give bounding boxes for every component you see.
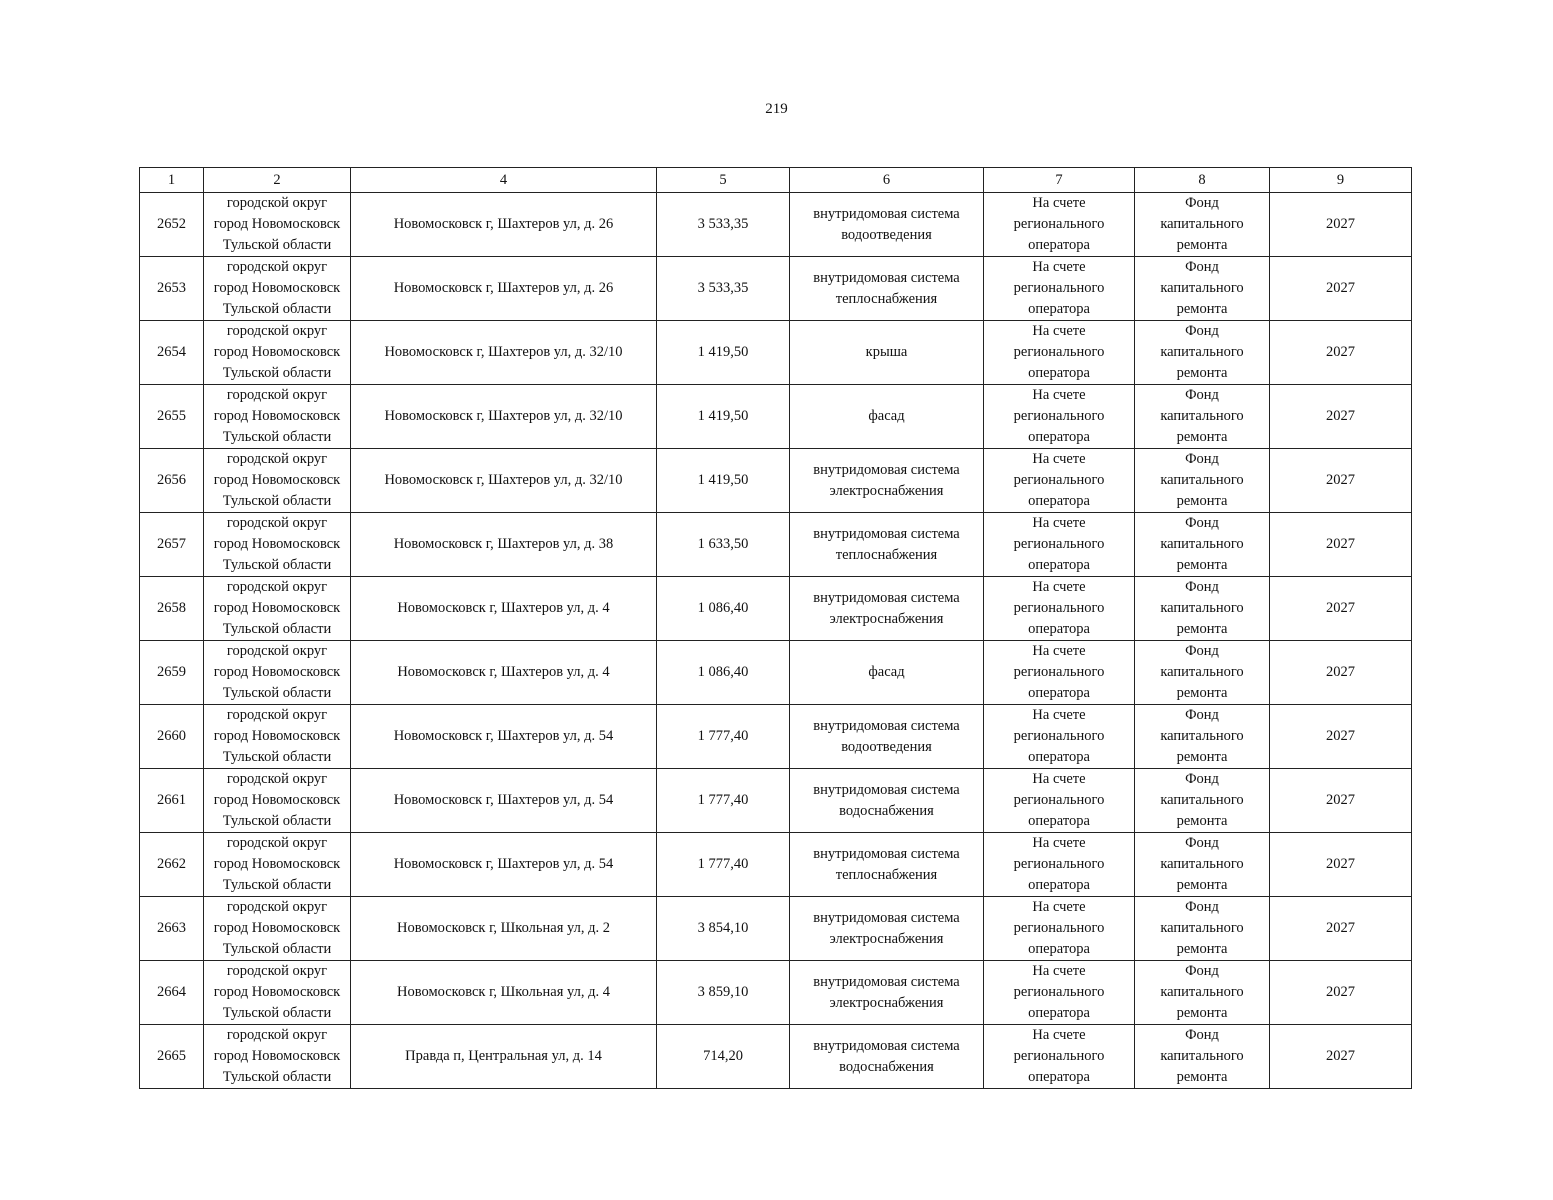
owner-line: капитального: [1160, 600, 1244, 616]
element-line: водоотведения: [841, 226, 932, 243]
account-line: регионального: [1013, 984, 1105, 1000]
table-row: [140, 1025, 1412, 1089]
municipality-line: Тульской области: [222, 621, 332, 637]
account-line: оператора: [1028, 877, 1090, 893]
municipality-cell: [204, 833, 351, 897]
element-line: внутридомовая система: [813, 973, 960, 990]
element-cell: [790, 833, 984, 897]
owner-line: Фонд: [1185, 1027, 1219, 1043]
account-line: На счете: [1032, 323, 1086, 339]
municipality-line: городской округ: [226, 451, 328, 467]
row-number-cell: 2659: [140, 641, 204, 705]
account-line: На счете: [1032, 451, 1086, 467]
account-line: На счете: [1032, 643, 1086, 659]
municipality-cell: [204, 449, 351, 513]
owner-cell: [1135, 513, 1270, 577]
account-line: регионального: [1013, 280, 1105, 296]
year-cell: 2027: [1270, 193, 1412, 257]
owner-line: ремонта: [1176, 941, 1228, 957]
area-cell: 3 533,35: [657, 193, 790, 257]
owner-line: капитального: [1160, 344, 1244, 360]
municipality-line: Тульской области: [222, 813, 332, 829]
account-line: регионального: [1013, 344, 1105, 360]
column-header: 9: [1270, 168, 1412, 193]
owner-line: Фонд: [1185, 323, 1219, 339]
municipality-cell: [204, 769, 351, 833]
municipality-cell: [204, 257, 351, 321]
element-cell: [790, 705, 984, 769]
account-line: оператора: [1028, 301, 1090, 317]
account-line: оператора: [1028, 557, 1090, 573]
municipality-line: городской округ: [226, 963, 328, 979]
municipality-line: городской округ: [226, 835, 328, 851]
address-cell: Новомосковск г, Шахтеров ул, д. 4: [351, 577, 657, 641]
account-line: регионального: [1013, 920, 1105, 936]
municipality-line: Тульской области: [222, 237, 332, 253]
address-cell: Новомосковск г, Шахтеров ул, д. 32/10: [351, 449, 657, 513]
municipality-cell: [204, 577, 351, 641]
element-cell: [790, 193, 984, 257]
page-number: 219: [765, 101, 788, 117]
address-cell: Новомосковск г, Шахтеров ул, д. 26: [351, 193, 657, 257]
owner-line: капитального: [1160, 920, 1244, 936]
account-line: оператора: [1028, 621, 1090, 637]
element-cell: [790, 1025, 984, 1089]
account-cell: [984, 257, 1135, 321]
municipality-line: Тульской области: [222, 365, 332, 381]
account-cell: [984, 833, 1135, 897]
element-line: электроснабжения: [829, 994, 944, 1011]
owner-cell: [1135, 897, 1270, 961]
year-cell: 2027: [1270, 449, 1412, 513]
area-cell: 1 419,50: [657, 321, 790, 385]
table-row: [140, 321, 1412, 385]
account-line: оператора: [1028, 941, 1090, 957]
element-line: внутридомовая система: [813, 525, 960, 542]
municipality-line: городской округ: [226, 643, 328, 659]
owner-line: Фонд: [1185, 579, 1219, 595]
owner-line: капитального: [1160, 792, 1244, 808]
element-line: внутридомовая система: [813, 717, 960, 734]
municipality-line: город Новомосковск: [213, 664, 341, 680]
account-line: регионального: [1013, 728, 1105, 744]
element-line: электроснабжения: [829, 930, 944, 947]
municipality-line: город Новомосковск: [213, 344, 341, 360]
area-cell: 1 777,40: [657, 769, 790, 833]
municipality-line: городской округ: [226, 259, 328, 275]
owner-line: капитального: [1160, 984, 1244, 1000]
municipality-cell: [204, 641, 351, 705]
table-row: [140, 961, 1412, 1025]
account-line: регионального: [1013, 216, 1105, 232]
owner-line: ремонта: [1176, 813, 1228, 829]
municipality-line: город Новомосковск: [213, 408, 341, 424]
row-number-cell: 2653: [140, 257, 204, 321]
account-line: оператора: [1028, 813, 1090, 829]
column-header: 5: [657, 168, 790, 193]
area-cell: 1 086,40: [657, 577, 790, 641]
row-number-cell: 2663: [140, 897, 204, 961]
area-cell: 3 854,10: [657, 897, 790, 961]
owner-line: ремонта: [1176, 493, 1228, 509]
municipality-line: Тульской области: [222, 557, 332, 573]
owner-line: капитального: [1160, 1048, 1244, 1064]
account-line: оператора: [1028, 749, 1090, 765]
account-line: На счете: [1032, 579, 1086, 595]
register-table: [139, 167, 1412, 1089]
municipality-cell: [204, 1025, 351, 1089]
account-line: На счете: [1032, 771, 1086, 787]
element-line: фасад: [868, 408, 905, 424]
owner-line: капитального: [1160, 280, 1244, 296]
owner-line: Фонд: [1185, 387, 1219, 403]
owner-line: ремонта: [1176, 877, 1228, 893]
element-line: теплоснабжения: [835, 546, 938, 563]
address-cell: Новомосковск г, Шахтеров ул, д. 32/10: [351, 385, 657, 449]
row-number-cell: 2664: [140, 961, 204, 1025]
address-cell: Новомосковск г, Школьная ул, д. 2: [351, 897, 657, 961]
account-cell: [984, 385, 1135, 449]
element-line: внутридомовая система: [813, 589, 960, 606]
element-line: теплоснабжения: [835, 290, 938, 307]
account-cell: [984, 321, 1135, 385]
account-line: На счете: [1032, 387, 1086, 403]
element-cell: [790, 321, 984, 385]
account-line: регионального: [1013, 1048, 1105, 1064]
element-line: крыша: [865, 344, 908, 360]
municipality-line: городской округ: [226, 579, 328, 595]
account-cell: [984, 449, 1135, 513]
owner-line: капитального: [1160, 664, 1244, 680]
municipality-cell: [204, 897, 351, 961]
owner-line: капитального: [1160, 216, 1244, 232]
municipality-line: город Новомосковск: [213, 856, 341, 872]
area-cell: 1 419,50: [657, 449, 790, 513]
account-line: регионального: [1013, 600, 1105, 616]
element-line: электроснабжения: [829, 482, 944, 499]
account-cell: [984, 513, 1135, 577]
table-body: [140, 193, 1412, 1089]
column-header: 6: [790, 168, 984, 193]
municipality-line: город Новомосковск: [213, 280, 341, 296]
owner-line: Фонд: [1185, 835, 1219, 851]
element-line: водоснабжения: [839, 802, 934, 819]
municipality-line: город Новомосковск: [213, 792, 341, 808]
year-cell: 2027: [1270, 769, 1412, 833]
account-line: На счете: [1032, 835, 1086, 851]
area-cell: 3 859,10: [657, 961, 790, 1025]
address-cell: Новомосковск г, Шахтеров ул, д. 4: [351, 641, 657, 705]
account-line: На счете: [1032, 707, 1086, 723]
element-line: водоотведения: [841, 738, 932, 755]
account-line: На счете: [1032, 1027, 1086, 1043]
municipality-line: Тульской области: [222, 685, 332, 701]
owner-line: Фонд: [1185, 259, 1219, 275]
municipality-line: Тульской области: [222, 493, 332, 509]
account-line: оператора: [1028, 1069, 1090, 1085]
account-cell: [984, 897, 1135, 961]
account-line: На счете: [1032, 259, 1086, 275]
year-cell: 2027: [1270, 897, 1412, 961]
account-line: На счете: [1032, 195, 1086, 211]
municipality-cell: [204, 961, 351, 1025]
element-line: внутридомовая система: [813, 909, 960, 926]
table-row: [140, 833, 1412, 897]
account-line: оператора: [1028, 493, 1090, 509]
account-line: оператора: [1028, 365, 1090, 381]
element-cell: [790, 513, 984, 577]
column-header: 4: [351, 168, 657, 193]
year-cell: 2027: [1270, 833, 1412, 897]
element-cell: [790, 961, 984, 1025]
municipality-line: Тульской области: [222, 749, 332, 765]
owner-line: ремонта: [1176, 237, 1228, 253]
account-line: регионального: [1013, 536, 1105, 552]
municipality-line: город Новомосковск: [213, 984, 341, 1000]
account-line: оператора: [1028, 1005, 1090, 1021]
area-cell: 1 633,50: [657, 513, 790, 577]
row-number-cell: 2656: [140, 449, 204, 513]
owner-line: ремонта: [1176, 749, 1228, 765]
municipality-line: городской округ: [226, 771, 328, 787]
account-line: оператора: [1028, 429, 1090, 445]
element-line: внутридомовая система: [813, 205, 960, 222]
owner-line: ремонта: [1176, 301, 1228, 317]
element-line: водоснабжения: [839, 1058, 934, 1075]
row-number-cell: 2665: [140, 1025, 204, 1089]
account-cell: [984, 577, 1135, 641]
owner-cell: [1135, 641, 1270, 705]
row-number-cell: 2654: [140, 321, 204, 385]
column-header: 1: [140, 168, 204, 193]
year-cell: 2027: [1270, 705, 1412, 769]
owner-line: капитального: [1160, 856, 1244, 872]
owner-line: капитального: [1160, 536, 1244, 552]
address-cell: Новомосковск г, Школьная ул, д. 4: [351, 961, 657, 1025]
account-cell: [984, 641, 1135, 705]
account-line: оператора: [1028, 685, 1090, 701]
area-cell: 1 419,50: [657, 385, 790, 449]
owner-line: ремонта: [1176, 557, 1228, 573]
owner-line: Фонд: [1185, 707, 1219, 723]
header-row: [140, 168, 1412, 193]
municipality-line: город Новомосковск: [213, 1048, 341, 1064]
owner-cell: [1135, 193, 1270, 257]
municipality-cell: [204, 705, 351, 769]
element-cell: [790, 897, 984, 961]
municipality-line: городской округ: [226, 1027, 328, 1043]
municipality-line: Тульской области: [222, 1005, 332, 1021]
element-line: внутридомовая система: [813, 1037, 960, 1054]
year-cell: 2027: [1270, 321, 1412, 385]
municipality-cell: [204, 321, 351, 385]
municipality-line: Тульской области: [222, 301, 332, 317]
area-cell: 3 533,35: [657, 257, 790, 321]
account-line: На счете: [1032, 963, 1086, 979]
account-line: оператора: [1028, 237, 1090, 253]
year-cell: 2027: [1270, 513, 1412, 577]
area-cell: 1 777,40: [657, 833, 790, 897]
municipality-cell: [204, 513, 351, 577]
owner-line: Фонд: [1185, 515, 1219, 531]
account-cell: [984, 705, 1135, 769]
table-row: [140, 513, 1412, 577]
element-line: внутридомовая система: [813, 269, 960, 286]
owner-cell: [1135, 1025, 1270, 1089]
element-line: внутридомовая система: [813, 845, 960, 862]
table-row: [140, 257, 1412, 321]
owner-line: Фонд: [1185, 195, 1219, 211]
owner-cell: [1135, 321, 1270, 385]
owner-cell: [1135, 257, 1270, 321]
table-row: [140, 897, 1412, 961]
element-line: электроснабжения: [829, 610, 944, 627]
owner-line: ремонта: [1176, 1005, 1228, 1021]
column-header: 8: [1135, 168, 1270, 193]
owner-line: ремонта: [1176, 685, 1228, 701]
table-row: [140, 193, 1412, 257]
municipality-line: Тульской области: [222, 941, 332, 957]
element-cell: [790, 577, 984, 641]
owner-cell: [1135, 705, 1270, 769]
municipality-line: городской округ: [226, 387, 328, 403]
municipality-line: город Новомосковск: [213, 600, 341, 616]
table-row: [140, 705, 1412, 769]
owner-cell: [1135, 449, 1270, 513]
owner-line: капитального: [1160, 408, 1244, 424]
element-cell: [790, 385, 984, 449]
table-row: [140, 449, 1412, 513]
owner-line: ремонта: [1176, 1069, 1228, 1085]
municipality-line: городской округ: [226, 195, 328, 211]
owner-cell: [1135, 769, 1270, 833]
owner-cell: [1135, 385, 1270, 449]
column-header: 7: [984, 168, 1135, 193]
municipality-line: городской округ: [226, 899, 328, 915]
account-line: На счете: [1032, 899, 1086, 915]
account-line: регионального: [1013, 792, 1105, 808]
owner-line: капитального: [1160, 728, 1244, 744]
element-cell: [790, 257, 984, 321]
account-line: На счете: [1032, 515, 1086, 531]
owner-cell: [1135, 577, 1270, 641]
account-line: регионального: [1013, 472, 1105, 488]
address-cell: Новомосковск г, Шахтеров ул, д. 26: [351, 257, 657, 321]
address-cell: Новомосковск г, Шахтеров ул, д. 38: [351, 513, 657, 577]
year-cell: 2027: [1270, 577, 1412, 641]
municipality-line: Тульской области: [222, 877, 332, 893]
table-row: [140, 385, 1412, 449]
year-cell: 2027: [1270, 641, 1412, 705]
owner-line: Фонд: [1185, 451, 1219, 467]
account-line: регионального: [1013, 408, 1105, 424]
owner-cell: [1135, 833, 1270, 897]
municipality-line: Тульской области: [222, 429, 332, 445]
municipality-line: город Новомосковск: [213, 728, 341, 744]
municipality-cell: [204, 385, 351, 449]
element-cell: [790, 641, 984, 705]
owner-line: ремонта: [1176, 365, 1228, 381]
account-cell: [984, 769, 1135, 833]
row-number-cell: 2662: [140, 833, 204, 897]
account-line: регионального: [1013, 856, 1105, 872]
element-line: внутридомовая система: [813, 461, 960, 478]
owner-line: Фонд: [1185, 963, 1219, 979]
owner-line: Фонд: [1185, 643, 1219, 659]
owner-line: ремонта: [1176, 429, 1228, 445]
row-number-cell: 2657: [140, 513, 204, 577]
account-line: регионального: [1013, 664, 1105, 680]
table-row: [140, 641, 1412, 705]
account-cell: [984, 1025, 1135, 1089]
owner-cell: [1135, 961, 1270, 1025]
municipality-line: город Новомосковск: [213, 472, 341, 488]
address-cell: Новомосковск г, Шахтеров ул, д. 54: [351, 833, 657, 897]
account-cell: [984, 193, 1135, 257]
element-line: теплоснабжения: [835, 866, 938, 883]
account-cell: [984, 961, 1135, 1025]
owner-line: ремонта: [1176, 621, 1228, 637]
row-number-cell: 2658: [140, 577, 204, 641]
address-cell: Новомосковск г, Шахтеров ул, д. 54: [351, 705, 657, 769]
row-number-cell: 2655: [140, 385, 204, 449]
element-cell: [790, 769, 984, 833]
year-cell: 2027: [1270, 961, 1412, 1025]
element-cell: [790, 449, 984, 513]
area-cell: 1 086,40: [657, 641, 790, 705]
year-cell: 2027: [1270, 257, 1412, 321]
row-number-cell: 2661: [140, 769, 204, 833]
municipality-line: город Новомосковск: [213, 920, 341, 936]
owner-line: капитального: [1160, 472, 1244, 488]
address-cell: Новомосковск г, Шахтеров ул, д. 32/10: [351, 321, 657, 385]
year-cell: 2027: [1270, 385, 1412, 449]
address-cell: Правда п, Центральная ул, д. 14: [351, 1025, 657, 1089]
owner-line: Фонд: [1185, 771, 1219, 787]
area-cell: 1 777,40: [657, 705, 790, 769]
year-cell: 2027: [1270, 1025, 1412, 1089]
table-row: [140, 769, 1412, 833]
owner-line: Фонд: [1185, 899, 1219, 915]
municipality-line: городской округ: [226, 515, 328, 531]
column-header: 2: [204, 168, 351, 193]
table-row: [140, 577, 1412, 641]
municipality-line: городской округ: [226, 707, 328, 723]
municipality-line: город Новомосковск: [213, 216, 341, 232]
municipality-line: город Новомосковск: [213, 536, 341, 552]
row-number-cell: 2652: [140, 193, 204, 257]
municipality-line: городской округ: [226, 323, 328, 339]
address-cell: Новомосковск г, Шахтеров ул, д. 54: [351, 769, 657, 833]
row-number-cell: 2660: [140, 705, 204, 769]
element-line: фасад: [868, 664, 905, 680]
area-cell: 714,20: [657, 1025, 790, 1089]
municipality-line: Тульской области: [222, 1069, 332, 1085]
element-line: внутридомовая система: [813, 781, 960, 798]
municipality-cell: [204, 193, 351, 257]
